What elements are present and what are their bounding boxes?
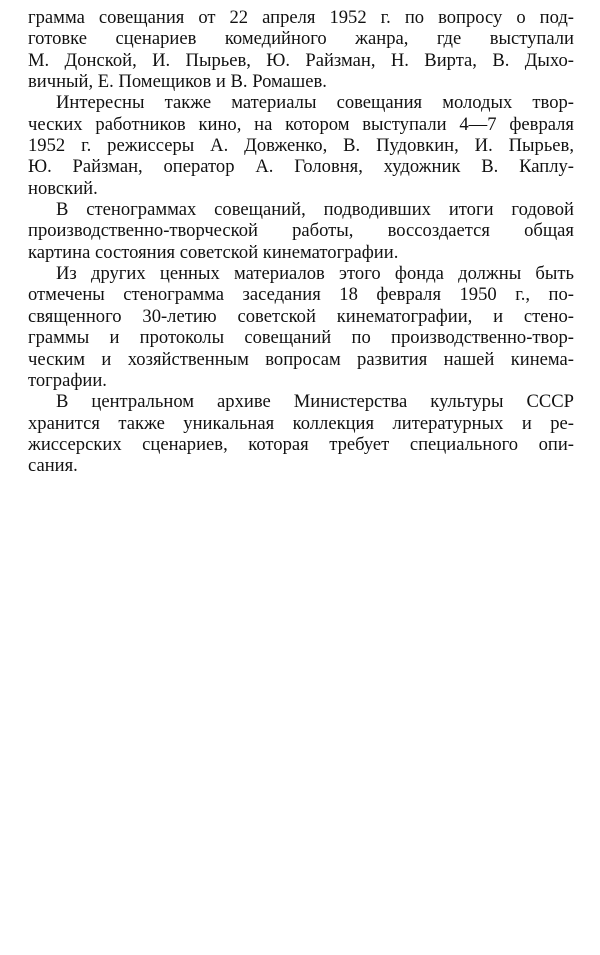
text-line: Ю. Райзман, оператор А. Головня, художник В. Каплу-	[28, 156, 574, 178]
text-line: грамма совещания от 22 апреля 1952 г. по вопросу о под-	[28, 7, 574, 28]
text-line: готовке сценариев комедийного жанра, где выступали	[28, 28, 574, 50]
text-line: жиссерских сценариев, которая требует специального опи-	[28, 433, 574, 455]
text-line: ческим и хозяйственным вопросам развития нашей кинема-	[28, 348, 574, 370]
paragraph-central-archive	[28, 391, 574, 476]
text-line: ческих работников кино, на котором выступали 4—7 февраля	[28, 113, 574, 135]
text-line: Из других ценных материалов этого фонда должны быть	[56, 263, 574, 285]
text-line: производственно-творческой работы, воссоздается общая	[28, 220, 574, 242]
text-line: В центральном архиве Министерства культуры СССР	[56, 391, 574, 413]
text-line: тографии.	[28, 369, 107, 391]
document-page	[28, 7, 574, 477]
text-line: отмечены стенограмма заседания 18 февраля 1950 г., по-	[28, 284, 574, 306]
paragraph-continuation	[28, 7, 574, 92]
text-line: В стенограммах совещаний, подводивших итоги годовой	[56, 199, 574, 221]
text-line: картина состояния советской кинематографии.	[28, 241, 399, 263]
paragraph-stenograms	[28, 199, 574, 263]
text-line: 1952 г. режиссеры А. Довженко, В. Пудовкин, И. Пырьев,	[28, 135, 574, 157]
text-line: вичный, Е. Помещиков и В. Ромашев.	[28, 71, 327, 93]
text-line: Интересны также материалы совещания молодых твор-	[56, 92, 574, 114]
text-line: сания.	[28, 455, 78, 477]
paragraph-youth-meeting	[28, 92, 574, 199]
text-line: граммы и протоколы совещаний по производственно-твор-	[28, 327, 574, 349]
text-line: М. Донской, И. Пырьев, Ю. Райзман, Н. Вирта, В. Дыхо-	[28, 49, 574, 71]
text-line: хранится также уникальная коллекция литературных и ре-	[28, 412, 574, 434]
text-line: новский.	[28, 177, 98, 199]
paragraph-other-materials	[28, 263, 574, 391]
text-line: священного 30-летию советской кинематографии, и стено-	[28, 305, 574, 327]
